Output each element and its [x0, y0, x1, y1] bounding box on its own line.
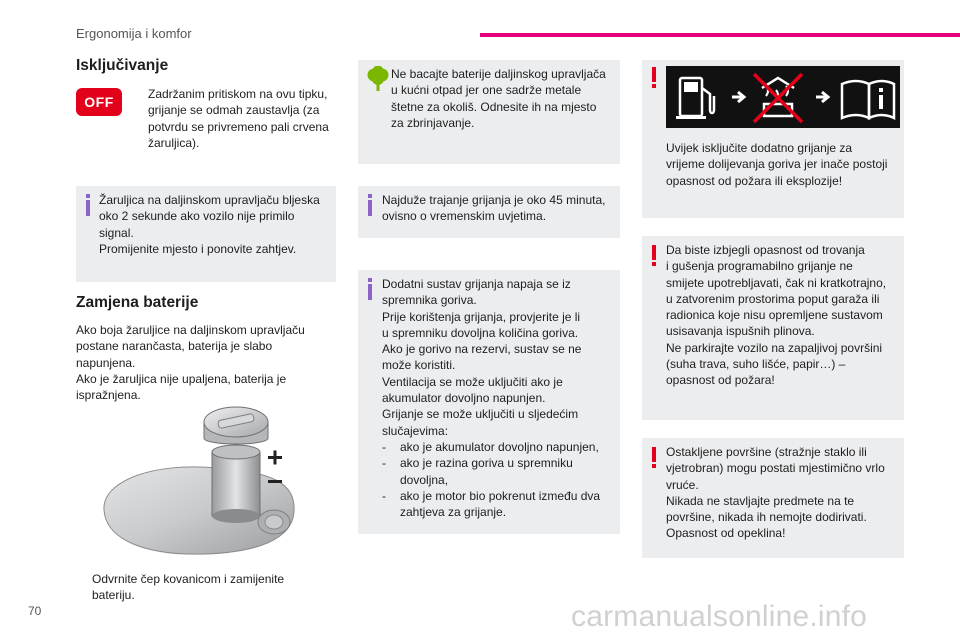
warning-icon	[652, 67, 656, 89]
warning-box-hot-glass: Ostakljene površine (stražnje staklo ili vjetrobran) mogu postati mjestimično vrlo vruće. Nikada ne stavljajte predmete na te površine, nikada ih nemojte dodirivati. Opasnost od opeklina!	[642, 438, 904, 558]
remote-battery-illustration	[96, 400, 326, 560]
section-title: Ergonomija i komfor	[76, 26, 192, 41]
dash-item: - ako je akumulator dovoljno napunjen,	[382, 439, 599, 454]
heading-switch-off: Isključivanje	[76, 57, 169, 74]
warning-icon	[652, 245, 656, 267]
refuel-warning-pictogram	[666, 66, 900, 128]
header-accent-bar	[480, 33, 960, 37]
warning-box-poisoning: Da biste izbjegli opasnost od trovanja i gušenja programabilno grijanje ne smijete upotrebljavati, čak ni kratkotrajno, u zatvorenim prostorima poput garaža ili radionica koje nisu opremljene sustavom usisavanja ispušnih plinova. Ne parkirajte vozilo na zapaljivoj površini (suha trava, suho lišće, papir…) – opasnost od požara!	[642, 236, 904, 420]
dash-item: - ako je motor bio pokrenut između dva zahtjeva za grijanje.	[382, 488, 601, 520]
tree-icon	[366, 66, 390, 92]
info-box-remote-led: Žaruljica na daljinskom upravljaču bljeska oko 2 sekunde ako vozilo nije primilo signal. Promijenite mjesto i ponovite zahtjev.	[76, 186, 336, 282]
dash-item: - ako je razina goriva u spremniku dovoljna,	[382, 456, 573, 487]
step-switch-off: Zadržanim pritiskom na ovu tipku, grijanje se odmah zaustavlja (za potvrdu se privremeno pali crvena žaruljica).	[148, 87, 329, 150]
watermark: carmanualsonline.info	[571, 600, 868, 633]
step-unscrew-cap: Odvrnite čep kovanicom i zamijenite bateriju.	[92, 572, 285, 603]
page-number: 70	[28, 604, 42, 618]
info-box-fuel-supply: Dodatni sustav grijanja napaja se iz spremnika goriva. Prije korištenja grijanja, provjerite je li u spremniku dovoljna količina goriva. Ako je gorivo na rezervi, sustav se ne može koristiti. Ventilacija se može uključiti ako je akumulator dovoljno napunjen. Grijanje se može uključiti u sljedećim slučajevima: - ako je akumulator dovoljno napunjen, - ako je razina goriva u spremniku dovoljna, - ako je motor bio pokrenut između dva zahtjeva za grijanje.	[358, 270, 620, 534]
info-icon	[368, 278, 372, 300]
battery-paragraph: Ako boja žaruljice na daljinskom upravljaču postane narančasta, baterija je slabo napunjena. Ako je žaruljica nije upaljena, baterija je ispražnjena.	[76, 323, 305, 403]
info-box-duration: Najduže trajanje grijanja je oko 45 minuta, ovisno o vremenskim uvjetima.	[358, 186, 620, 238]
warning-icon	[652, 447, 656, 469]
off-button-icon: OFF	[76, 88, 122, 116]
eco-box-battery-disposal: Ne bacajte baterije daljinskog upravljača u kućni otpad jer one sadrže metale štetne za okoliš. Odnesite ih na mjesto za zbrinjavanje.	[358, 60, 620, 164]
info-icon	[368, 194, 372, 216]
warning-box-refuelling: Uvijek isključite dodatno grijanje za vrijeme dolijevanja goriva jer inače postoji opasnost od požara ili eksplozije!	[642, 60, 904, 218]
info-icon	[86, 194, 90, 216]
heading-battery-replacement: Zamjena baterije	[76, 294, 199, 311]
